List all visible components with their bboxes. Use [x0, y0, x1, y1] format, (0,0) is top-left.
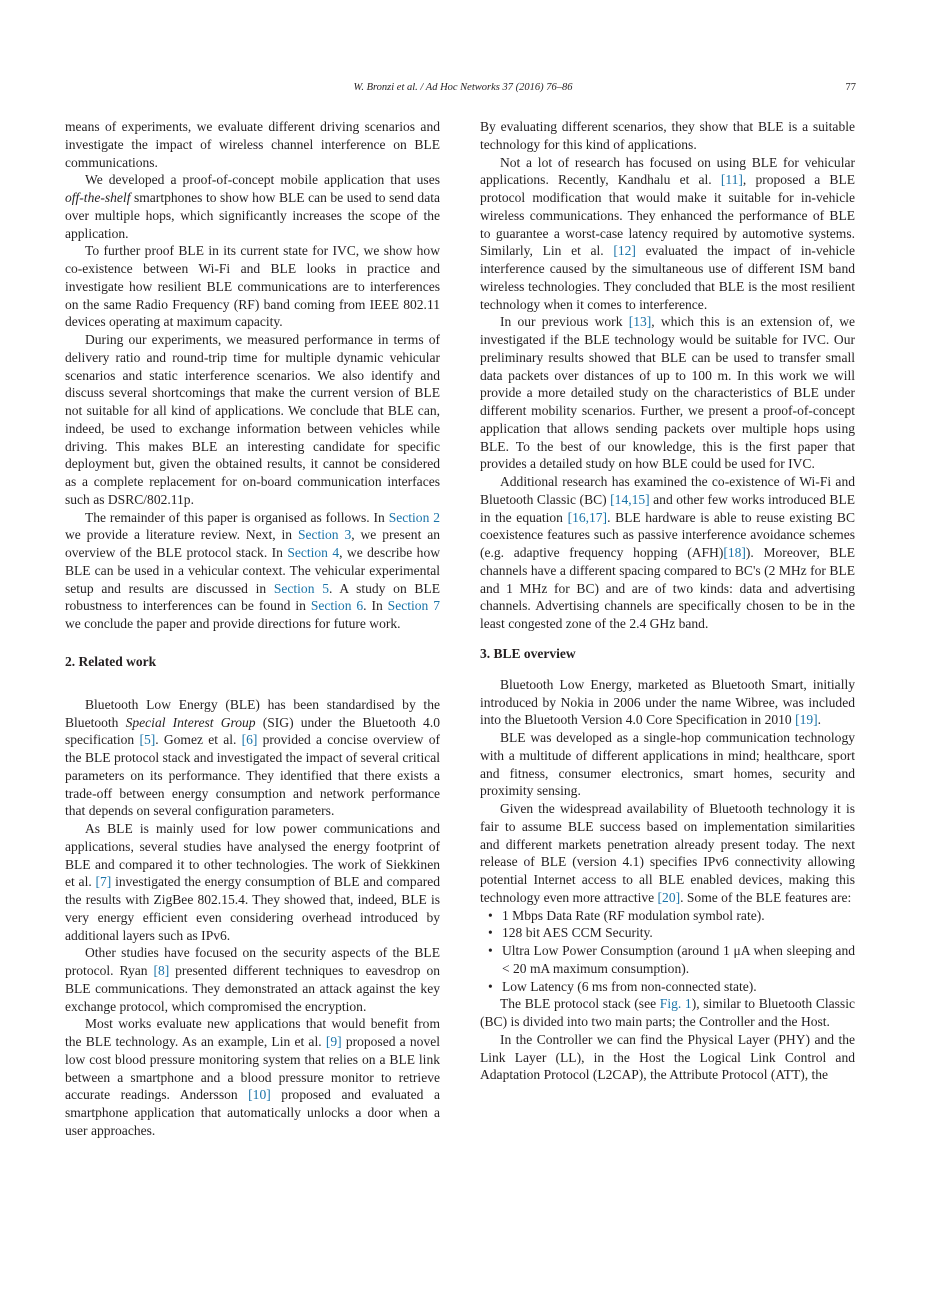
figure-link[interactable]: Fig. 1 — [659, 996, 692, 1012]
section-heading: 3. BLE overview — [480, 645, 576, 661]
section-heading: 2. Related work — [65, 653, 157, 669]
paragraph: We developed a proof-of-concept mobile application that uses off-the-shelf smartphones to show how BLE can be used to send data over multiple hops, which significantly increases the scope of the application. — [65, 172, 440, 241]
paragraph: Bluetooth Low Energy (BLE) has been standardised by the Bluetooth Special Interest Group (SIG) under the Bluetooth 4.0 specification [5]. Gomez et al. [6] provided a concise overview of the BLE protocol stack and investigated the impact of several critical parameters on its performance. They identified that there exists a trade-off between energy consumption and network performance that depends on several configuration parameters. — [65, 696, 440, 819]
paragraph: In our previous work [13], which this is an extension of, we investigated if the BLE technology would be suitable for IVC. Our preliminary results showed that BLE can be used to transfer small data packets over distances of up to 100 m. In this work we will provide a more detailed study on the characteristics of BLE under different mobility scenarios. Further, we present a proof-of-concept application that allows sending packets over multiple hops using BLE. To the best of our knowledge, this is the first paper that provides a detailed study on how BLE could be used for IVC. — [480, 314, 856, 472]
citation-link[interactable]: [12] — [613, 243, 636, 259]
paragraph: Additional research has examined the co-existence of Wi-Fi and Bluetooth Classic (BC) [14,15] and other few works introduced BLE in the equation [16,17]. BLE hardware is able to reuse existing BC coexistence features such as passive interference avoidance schemes (e.g. adaptive frequency hopping (AFH)[18]). Moreover, BLE channels have a different spacing compared to BC's (2 MHz for BLE and 1 MHz for BC) and are of two kinds: data and advertising channels. Advertising channels are specifically chosen to be in the least congested zone of the 2.4 GHz band. — [480, 474, 856, 631]
citation-link[interactable]: [11] — [720, 172, 743, 188]
page-number: 77 — [845, 82, 856, 93]
paragraph: Bluetooth Low Energy, marketed as Bluetooth Smart, initially introduced by Nokia in 2006 under the name Wibree, was included into the Bluetooth Version 4.0 Core Specification in 2010 [19]. — [480, 676, 855, 728]
section-link[interactable]: Section 2 — [388, 509, 441, 525]
citation-link[interactable]: [8] — [153, 963, 170, 978]
paragraph: In the Controller we can find the Physical Layer (PHY) and the Link Layer (LL), in the Host the Logical Link Control and Adaptation Protocol (L2CAP), the Attribute Protocol (ATT), the — [480, 1031, 855, 1083]
citation-link[interactable]: [7] — [95, 874, 112, 890]
section-link[interactable]: Section 6 — [310, 598, 364, 614]
list-item: • Ultra Low Power Consumption (around 1 μA when sleeping and < 20 mA maximum consumption). — [486, 942, 855, 978]
paragraph: To further proof BLE in its current state for IVC, we show how co-existence between Wi-Fi and BLE looks in practice and investigate how resilient BLE communications are to interferences on the same Radio Frequency (RF) band coming from IEEE 802.11 devices operating at maximum capacity. — [65, 243, 440, 330]
citation-link[interactable]: [13] — [628, 314, 652, 330]
running-title: W. Bronzi et al. / Ad Hoc Networks 37 (2016) 76–86 — [353, 82, 573, 93]
section-link[interactable]: Section 4 — [287, 545, 340, 560]
paragraph: Given the widespread availability of Bluetooth technology it is fair to assume BLE success based on implementation similarities and different markets penetration already present today. The next release of BLE (version 4.1) specifies IPv6 connectivity allowing potential Internet access to all BLE enabled devices, making this technology even more attractive [20]. Some of the BLE features are: — [480, 801, 855, 905]
paragraph: By evaluating different scenarios, they show that BLE is a suitable technology for this kind of applications. — [480, 119, 855, 152]
section-link[interactable]: Section 5 — [273, 580, 329, 596]
paragraph: During our experiments, we measured performance in terms of delivery ratio and round-trip time for multiple dynamic vehicular scenarios and static interference scenarios. We also identify and discuss several shortcomings that make the current version of BLE not suitable for all kind of applications. We conclude that BLE can, indeed, be used to exchange information between vehicles while driving. This makes BLE an interesting candidate for specific deployment but, given the obtained results, it cannot be considered as a complete replacement for on-board communication interfaces such as DSRC/802.11p. — [65, 332, 440, 507]
citation-link[interactable]: [5] — [139, 732, 156, 748]
citation-link[interactable]: [20] — [657, 889, 681, 905]
citation-link[interactable]: [18] — [723, 545, 746, 560]
citation-link[interactable]: [6] — [241, 732, 258, 748]
citation-link[interactable]: [19] — [795, 712, 818, 728]
section-link[interactable]: Section 7 — [387, 598, 440, 614]
list-item: • Low Latency (6 ms from non-connected state). — [486, 978, 855, 996]
paragraph: means of experiments, we evaluate different driving scenarios and investigate the impact of wireless channel interference on BLE communications. — [65, 119, 440, 170]
citation-link[interactable]: [10] — [248, 1087, 271, 1103]
right-column — [480, 118, 855, 1084]
list-item: • 1 Mbps Data Rate (RF modulation symbol rate). — [486, 907, 855, 925]
section-link[interactable]: Section 3 — [297, 527, 352, 543]
citation-link[interactable]: [9] — [325, 1034, 342, 1049]
list-item: • 128 bit AES CCM Security. — [486, 924, 855, 942]
paragraph: BLE was developed as a single-hop communication technology with a multitude of different applications in mind; healthcare, sport and fitness, consumer electronics, smart homes, security and proximity sensing. — [480, 730, 855, 799]
paragraph: The BLE protocol stack (see Fig. 1), similar to Bluetooth Classic (BC) is divided into two main parts; the Controller and the Host. — [480, 996, 855, 1029]
feature-list — [480, 907, 855, 996]
left-column — [65, 118, 440, 1140]
paragraph: Most works evaluate new applications that would benefit from the BLE technology. As an example, Lin et al. [9] proposed a novel low cost blood pressure monitoring system that relies on a BLE link between a smartphone and a blood pressure monitor to retrieve accurate readings. Andersson [10] proposed and evaluated a smartphone application that automatically unlocks a door when a user approaches. — [65, 1016, 440, 1138]
running-header — [0, 82, 926, 98]
citation-link[interactable]: [14,15] — [610, 491, 650, 507]
paragraph: Other studies have focused on the security aspects of the BLE protocol. Ryan [8] presented different techniques to eavesdrop on BLE communications. They demonstrated an attack against the key exchange protocol, which compromised the encryption. — [65, 945, 441, 1014]
paragraph: The remainder of this paper is organised as follows. In Section 2 we provide a literature review. Next, in Section 3, we present an overview of the BLE protocol stack. In Section 4, we describe how BLE can be used in a vehicular context. The vehicular experimental setup and results are discussed in Section 5. A study on BLE robustness to interferences can be found in Section 6. In Section 7 we conclude the paper and provide directions for future work. — [65, 509, 441, 631]
paragraph: Not a lot of research has focused on using BLE for vehicular applications. Recently, Kandhalu et al. [11], proposed a BLE protocol modification that would make it suitable for in-vehicle wireless communications. They enhanced the performance of BLE to guarantee a worst-case latency required by automotive systems. Similarly, Lin et al. [12] evaluated the impact of in-vehicle interference caused by the simultaneous use of different ISM band wireless technologies. They concluded that BLE is the most resilient technology when it comes to interference. — [480, 154, 856, 312]
citation-link[interactable]: [16,17] — [567, 509, 608, 525]
paragraph: As BLE is mainly used for low power communications and applications, several studies have analysed the energy footprint of BLE and compared it to other technologies. The work of Siekkinen et al. [7] investigated the energy consumption of BLE and compared the results with ZigBee 802.15.4. They showed that, indeed, BLE is very energy efficient even considering overhead introduced by additional layers such as IPv6. — [65, 821, 441, 943]
